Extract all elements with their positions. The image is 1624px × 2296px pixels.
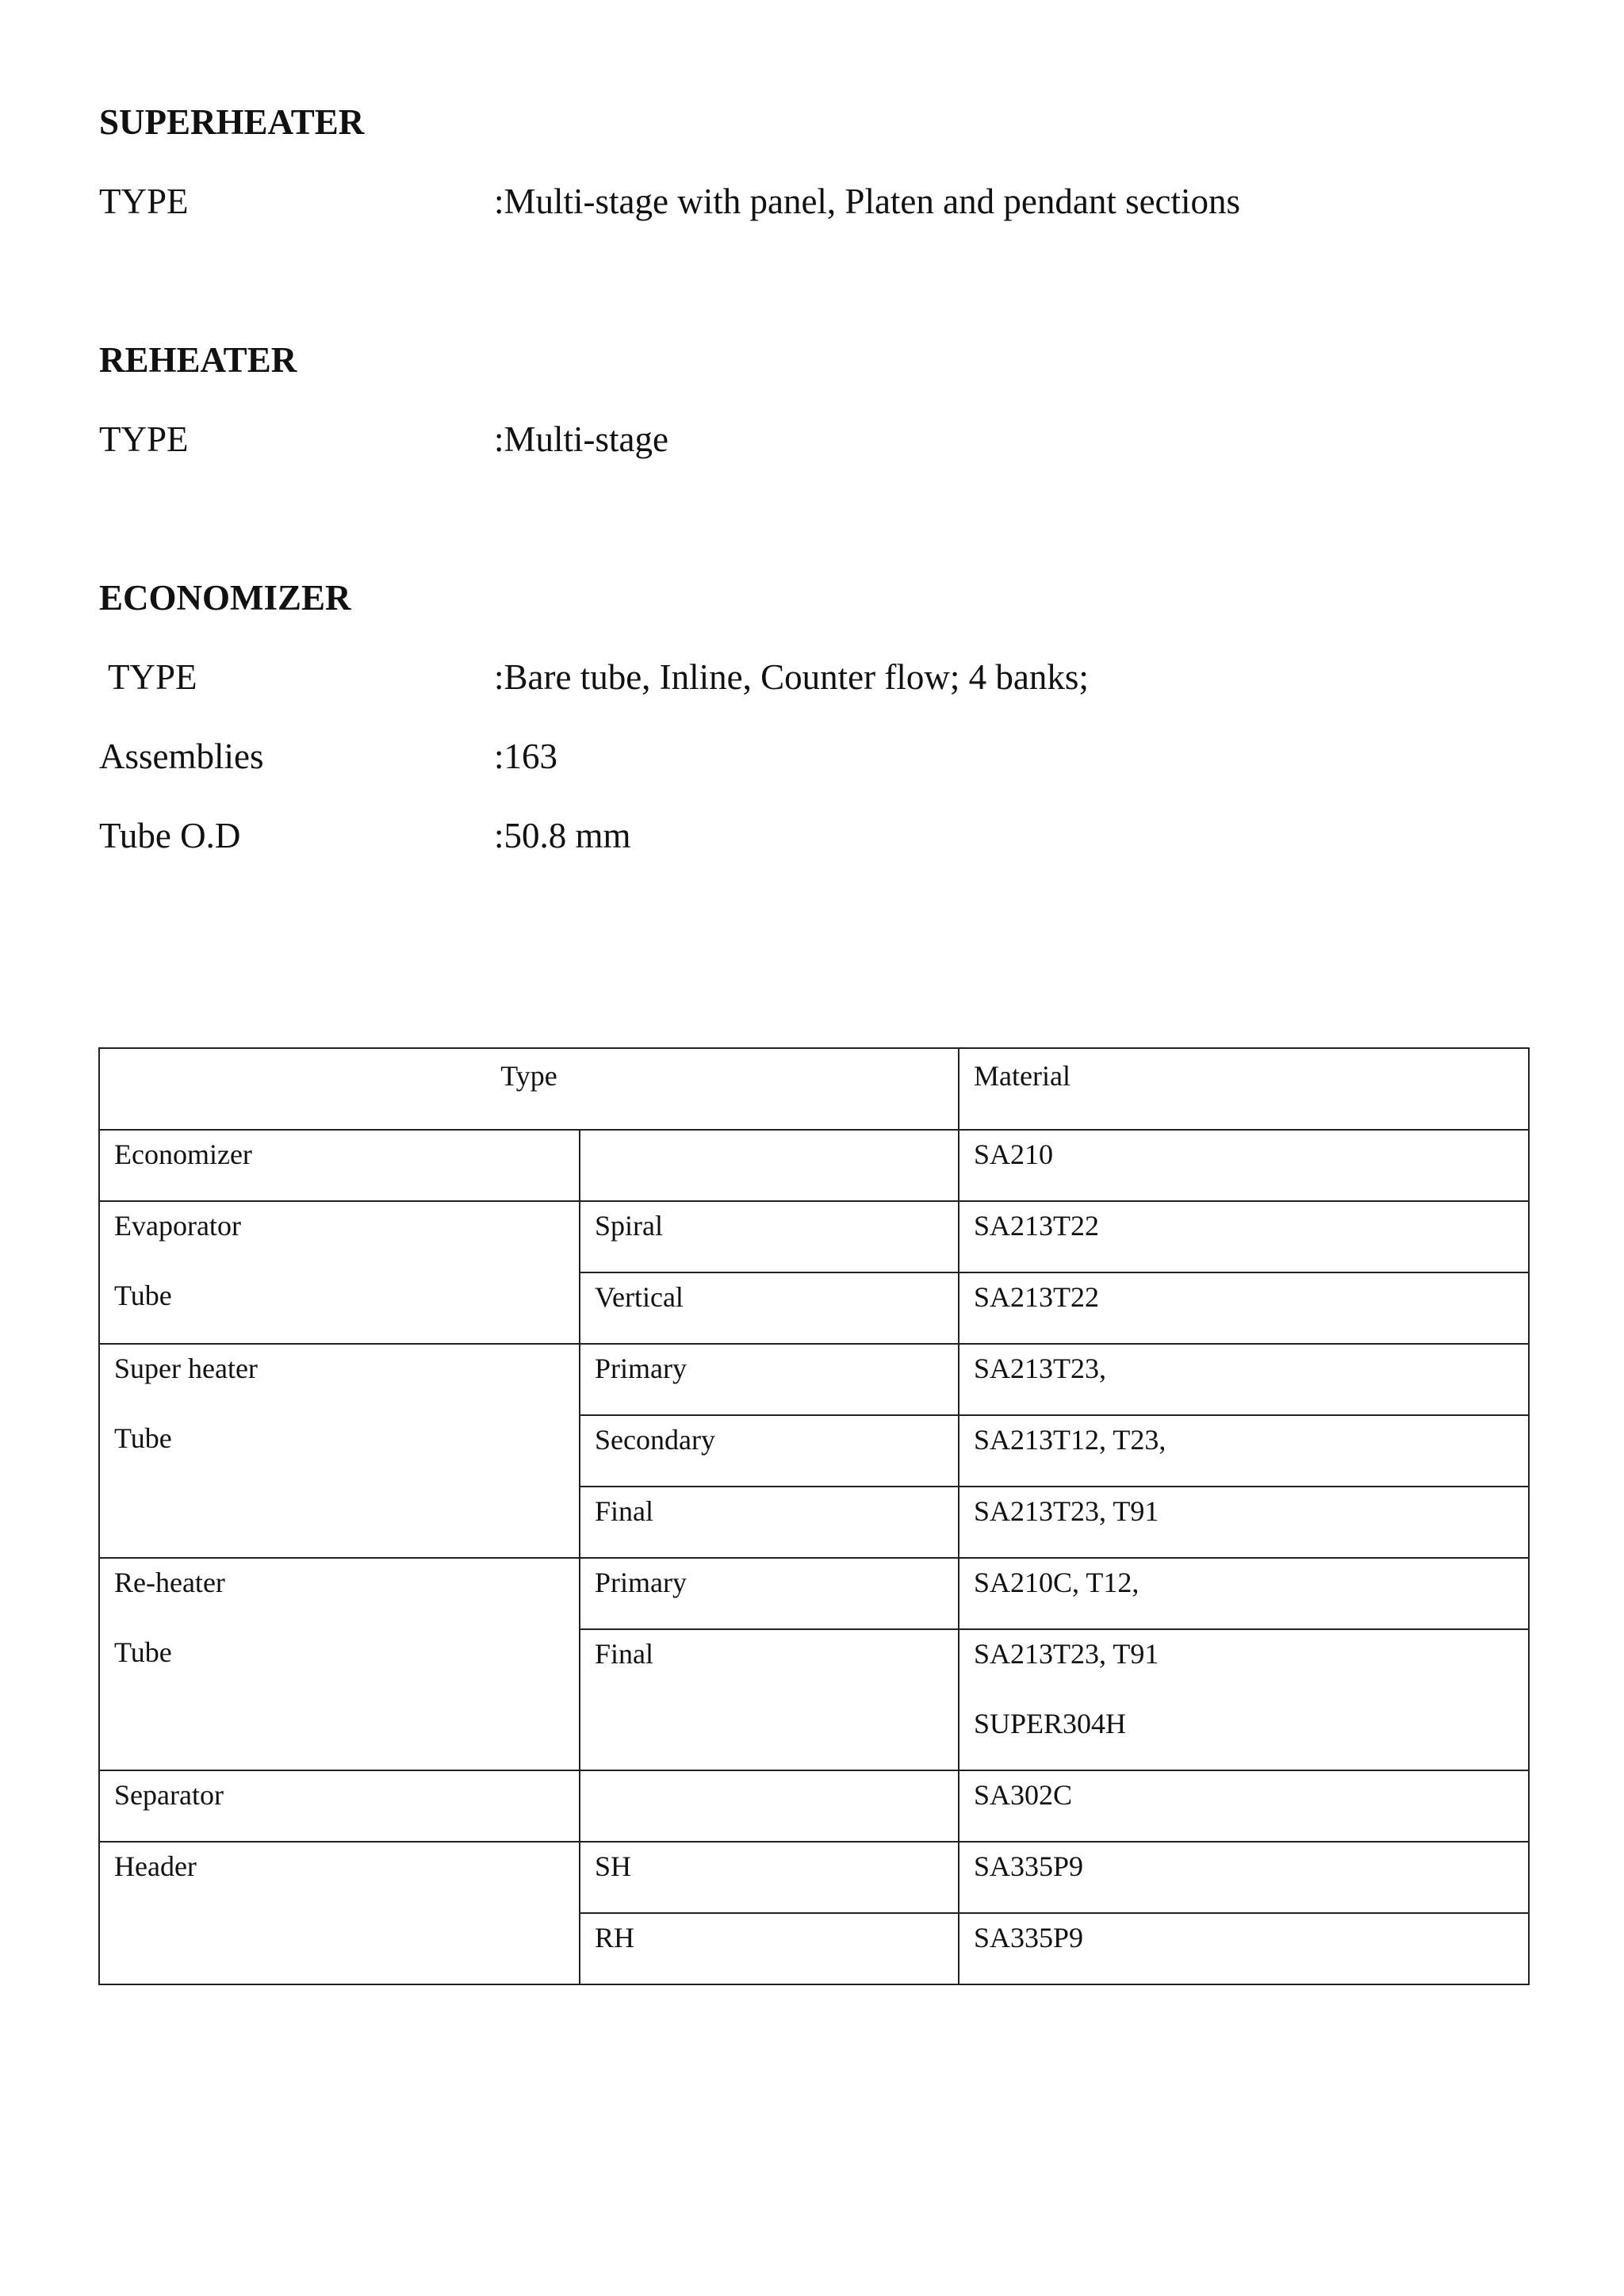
superheater-primary-material: SA213T23, [974, 1353, 1107, 1384]
header-row-label: Header [114, 1850, 197, 1882]
separator-material: SA302C [974, 1779, 1073, 1811]
evaporator-vertical-material: SA213T22 [974, 1281, 1100, 1313]
superheater-secondary-material: SA213T12, T23, [974, 1424, 1166, 1456]
superheater-row-label-line2: Tube [114, 1422, 172, 1454]
superheater-type-value: :Multi-stage with panel, Platen and pendant sections [494, 182, 1241, 221]
superheater-final-material: SA213T23, T91 [974, 1495, 1159, 1527]
superheater-type-label: TYPE [99, 182, 189, 221]
evaporator-vertical-label: Vertical [595, 1281, 684, 1313]
materials-table-wrapper [98, 1047, 1528, 1985]
superheater-row-label: Super heater [114, 1353, 258, 1384]
reheater-heading: REHEATER [99, 340, 297, 380]
reheater-primary-label: Primary [595, 1567, 687, 1598]
reheater-final-label: Final [595, 1638, 654, 1670]
separator-row-label: Separator [114, 1779, 224, 1811]
table-row [99, 1558, 1529, 1629]
reheater-type-value: :Multi-stage [494, 419, 668, 459]
reheater-row-label-line2: Tube [114, 1636, 172, 1668]
material-column-header: Material [959, 1048, 1529, 1130]
economizer-type-value: :Bare tube, Inline, Counter flow; 4 banks; [494, 657, 1089, 697]
table-row [99, 1201, 1529, 1272]
header-rh-label: RH [595, 1922, 635, 1954]
economizer-assemblies-label: Assemblies [99, 737, 264, 776]
table-row [99, 1344, 1529, 1415]
economizer-heading: ECONOMIZER [99, 578, 351, 618]
reheater-row-label: Re-heater [114, 1567, 225, 1598]
evaporator-spiral-label: Spiral [595, 1210, 663, 1242]
superheater-final-label: Final [595, 1495, 654, 1527]
table-row [99, 1130, 1529, 1201]
header-rh-material: SA335P9 [974, 1922, 1084, 1954]
superheater-secondary-label: Secondary [595, 1424, 715, 1456]
economizer-material: SA210 [974, 1138, 1054, 1170]
table-header-row [99, 1048, 1529, 1130]
empty-cell [580, 1130, 959, 1201]
economizer-type-label: TYPE [108, 657, 197, 697]
economizer-tube-od-value: :50.8 mm [494, 816, 631, 855]
evaporator-spiral-material: SA213T22 [974, 1210, 1100, 1242]
reheater-final-material-line2: SUPER304H [974, 1708, 1127, 1739]
type-column-header: Type [99, 1048, 959, 1130]
economizer-assemblies-value: :163 [494, 737, 558, 776]
header-sh-label: SH [595, 1850, 632, 1882]
table-row [99, 1770, 1529, 1842]
materials-table [98, 1047, 1530, 1985]
header-sh-material: SA335P9 [974, 1850, 1084, 1882]
economizer-tube-od-label: Tube O.D [99, 816, 241, 855]
evaporator-row-label-line2: Tube [114, 1280, 172, 1311]
evaporator-row-label: Evaporator [114, 1210, 241, 1242]
superheater-primary-label: Primary [595, 1353, 687, 1384]
empty-cell [580, 1770, 959, 1842]
reheater-primary-material: SA210C, T12, [974, 1567, 1139, 1598]
reheater-final-material: SA213T23, T91 [974, 1638, 1159, 1670]
economizer-row-label: Economizer [114, 1138, 252, 1170]
superheater-heading: SUPERHEATER [99, 102, 365, 142]
reheater-type-label: TYPE [99, 419, 189, 459]
table-row [99, 1842, 1529, 1913]
